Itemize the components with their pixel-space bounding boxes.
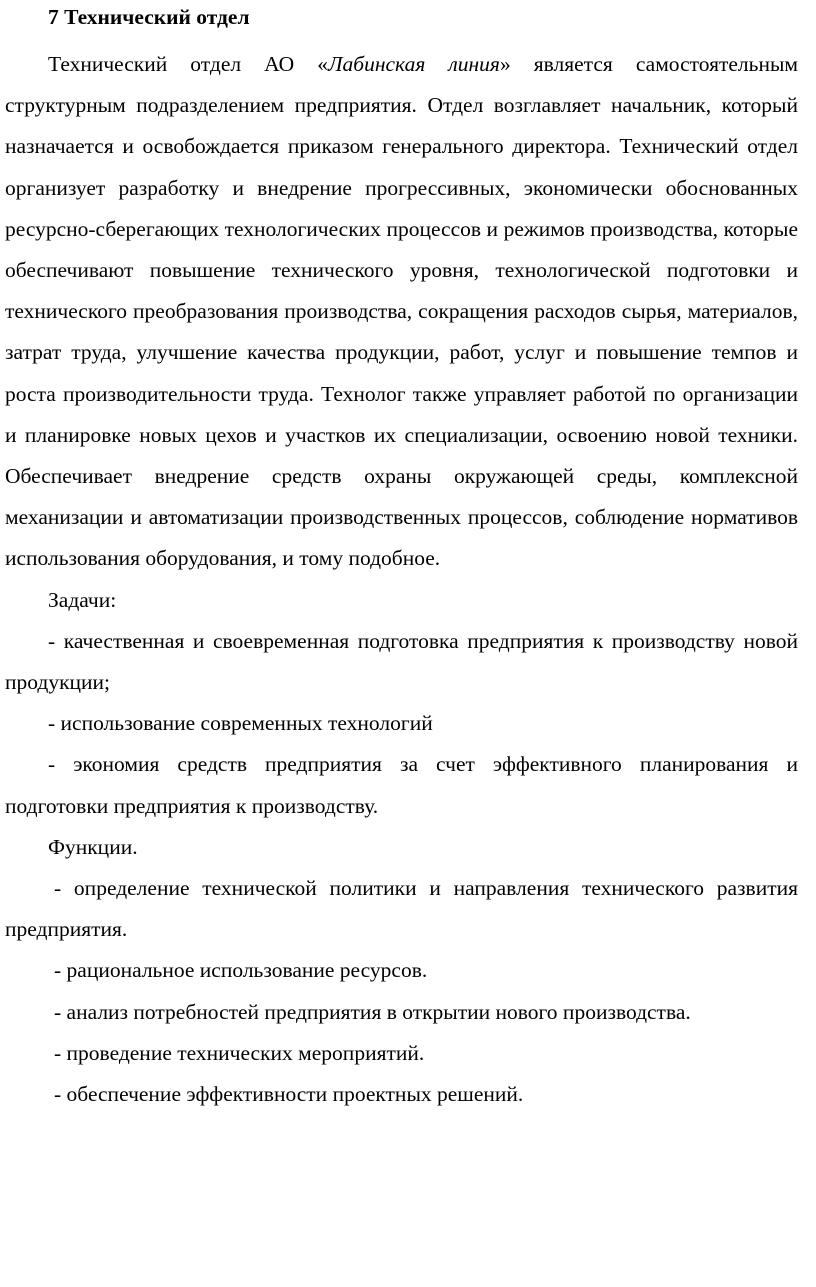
- intro-text-rest: » является самостоятельным структурным подразделением предприятия. Отдел возглавляет начальник, который назначается и освобождается приказом генерального директора. Технический отдел организует разработку и внедрение прогрессивных, экономически обоснованных ресурсно-сберегающих технологических процессов и режимов производства, которые обеспечивают повышение технического уровня, технологической подготовки и технического преобразования производства, сокращения расходов сырья, материалов, затрат труда, улучшение качества продукции, работ, услуг и повышение темпов и роста производительности труда. Технолог также управляет работой по организации и планировке новых цехов и участков их специализации, освоению новой техники. Обеспечивает внедрение средств охраны окружающей среды, комплексной механизации и автоматизации производственных процессов, соблюдение нормативов использования оборудования, и тому подобное.: [5, 52, 798, 571]
- task-item-3: - экономия средств предприятия за счет эффективного планирования и подготовки предприятия к производству.: [5, 752, 798, 818]
- task-item-1: - качественная и своевременная подготовка предприятия к производству новой продукции;: [5, 628, 798, 695]
- company-name: Лабинская линия: [327, 52, 500, 76]
- intro-text-start: Технический отдел АО «: [48, 52, 328, 76]
- tasks-title: Задачи:: [48, 587, 117, 612]
- functions-title: Функции.: [48, 834, 138, 859]
- function-item-5: - обеспечение эффективности проектных решений.: [54, 1082, 524, 1107]
- function-item-2: - рациональное использование ресурсов.: [54, 958, 428, 983]
- task-item-2: - использование современных технологий: [48, 711, 433, 736]
- section-heading: 7 Технический отдел: [48, 5, 250, 29]
- intro-paragraph: [5, 44, 798, 580]
- function-item-4: - проведение технических мероприятий.: [54, 1040, 425, 1065]
- function-item-1: - определение технической политики и направления технического развития предприятия.: [5, 876, 798, 942]
- function-item-3: - анализ потребностей предприятия в открытии нового производства.: [54, 999, 691, 1024]
